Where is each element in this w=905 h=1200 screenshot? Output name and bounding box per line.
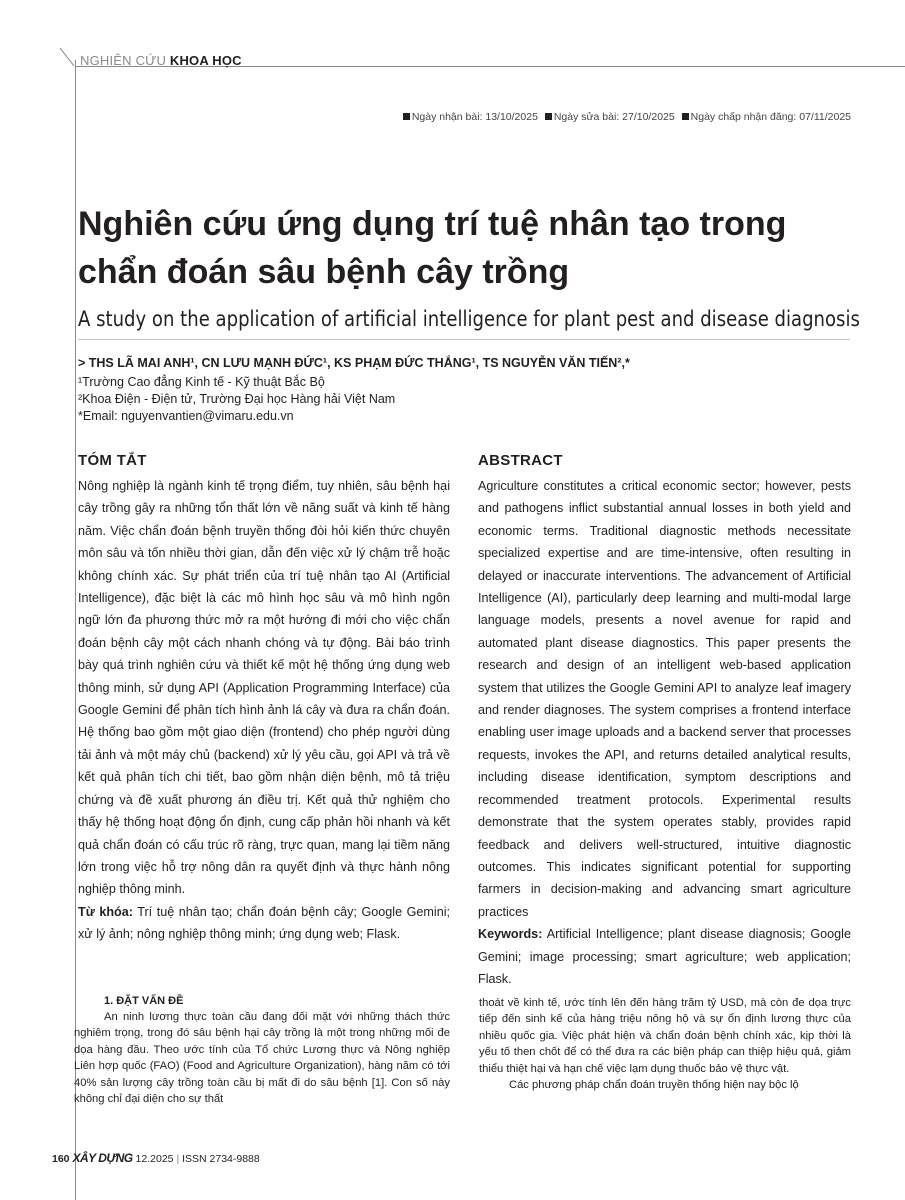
keywords-en-list: Artificial Intelligence; plant disease diagnosis; Google Gemini; image processing; smart agriculture; web application; Flask. [478, 927, 851, 986]
bullet-square-icon [682, 113, 689, 120]
abstract-en-heading: ABSTRACT [478, 452, 563, 469]
abstract-en-text: Agriculture constitutes a critical economic sector; however, pests and pathogens inflict substantial annual losses in both yield and economic terms. Traditional diagnostic methods necessitate specialized expertise and are time-intensive, often resulting in delayed or inaccurate interventions. The advancement of Artificial Intelligence (AI), particularly deep learning and multi-modal large language models, presents a novel avenue for rapid and automated plant disease diagnostics. This paper presents the research and design of an intelligent web-based application system that utilizes the Google Gemini API to analyze leaf imagery and render diagnoses. The system comprises a frontend interface enabling user image uploads and a backend server that processes requests, invokes the API, and returns detailed analytical results, including disease identification, symptom descriptions and recommended treatment protocols. Experimental results demonstrate that the system operates stably, provides rapid feedback and delivers well-structured, intuitive diagnostic outcomes. This indicates significant potential for supporting farmers in decision-making and advancing smart agriculture practices [478, 479, 851, 919]
keywords-vi-label: Từ khóa: [78, 904, 133, 919]
issue-date: 12.2025 [135, 1153, 174, 1165]
section-heading: 1. ĐẶT VẤN ĐỀ [104, 995, 184, 1007]
abstract-vi-heading: TÓM TẮT [78, 452, 147, 469]
body-column-right [479, 995, 851, 1093]
submission-dates [399, 111, 851, 123]
section-label-light: NGHIÊN CỨU [80, 53, 170, 68]
keywords-vi-list: Trí tuệ nhân tạo; chẩn đoán bệnh cây; Google Gemini; xử lý ảnh; nông nghiệp thông minh; ứng dụng web; Flask. [78, 904, 450, 942]
date-revised: Ngày sửa bài: 27/10/2025 [553, 111, 675, 123]
contact-email: *Email: nguyenvantien@vimaru.edu.vn [78, 409, 294, 423]
section-label [80, 53, 242, 68]
keywords-en-label: Keywords: [478, 927, 543, 942]
header-slash-mark [60, 48, 74, 74]
title-separator [78, 339, 850, 340]
title-line-2: chẩn đoán sâu bệnh cây trồng [78, 253, 570, 291]
section-label-bold: KHOA HỌC [169, 53, 242, 68]
bullet-square-icon [545, 113, 552, 120]
body-column-left [74, 995, 450, 1107]
journal-brand: XÂY DỰNG [72, 1151, 133, 1165]
body-paragraph: An ninh lương thực toàn cầu đang đối mặt với những thách thức nghiêm trọng, trong đó sâu bệnh hại cây trồng là một trong những mối đe dọa hàng đầu. Theo ước tính của Tổ chức Lương thực và Nông nghiệp Liên hợp quốc (FAO) (Food and Agriculture Organization), hàng năm có tới 40% sản lượng cây trồng toàn cầu bị mất đi do sâu bệnh [1]. Con số này không chỉ đại diện cho sự thất [74, 1011, 450, 1106]
keywords-vi [78, 901, 450, 946]
body-paragraph: thoát về kinh tế, ước tính lên đến hàng trăm tỷ USD, mà còn đe dọa trực tiếp đến sinh kế của hàng triệu nông hộ và sự ổn định lương thực của nhiều quốc gia. Việc phát hiện và chẩn đoán bệnh chính xác, kịp thời là yếu tố then chốt để có thể đưa ra các biện pháp can thiệp hiệu quả, giảm thiểu thiệt hại và hạn chế việc lạm dụng thuốc bảo vệ thực vật. [479, 997, 851, 1075]
abstract-vi-text: Nông nghiệp là ngành kinh tế trọng điểm, tuy nhiên, sâu bệnh hại cây trồng gây ra những tổn thất lớn về năng suất và kinh tế hàng năm. Việc chẩn đoán bệnh truyền thống đòi hỏi kiến thức chuyên môn sâu và tốn nhiều thời gian, dẫn đến việc xử lý chậm trễ hoặc không chính xác. Sự phát triển của trí tuệ nhân tạo AI (Artificial Intelligence), đặc biệt là các mô hình học sâu và mô hình ngôn ngữ lớn đa phương thức mở ra một hướng đi mới cho việc chẩn đoán bệnh cây một cách nhanh chóng và tự động. Bài báo trình bày quá trình nghiên cứu và thiết kế một hệ thống ứng dụng web thông minh, sử dụng API (Application Programming Interface) của Google Gemini để phân tích hình ảnh lá cây và đưa ra chẩn đoán. Hệ thống bao gồm một giao diện (frontend) cho phép người dùng tải ảnh và một máy chủ (backend) xử lý yêu cầu, gọi API và trả về kết quả phân tích chi tiết, bao gồm nhận diện bệnh, mô tả triệu chứng và đề xuất phương án điều trị. Kết quả thử nghiệm cho thấy hệ thống hoạt động ổn định, cung cấp phản hồi nhanh và kết quả chẩn đoán có cấu trúc rõ ràng, trực quan, mang lại tiềm năng lớn trong việc hỗ trợ nông dân ra quyết định và thực hành nông nghiệp thông minh. [78, 479, 450, 897]
issn: ISSN 2734-9888 [182, 1153, 260, 1165]
keywords-en [478, 923, 851, 990]
page-number: 160 [52, 1153, 70, 1165]
paper-title [78, 200, 838, 296]
date-received: Ngày nhận bài: 13/10/2025 [411, 111, 538, 123]
abstract-english [478, 452, 851, 990]
footer-separator: | [176, 1153, 180, 1165]
affiliation-1: ¹Trường Cao đẳng Kinh tế - Kỹ thuật Bắc Bộ [78, 375, 325, 389]
date-accepted: Ngày chấp nhận đăng: 07/11/2025 [690, 111, 851, 123]
page-footer [52, 1151, 260, 1165]
author-list: > THS LÃ MAI ANH¹, CN LƯU MẠNH ĐỨC¹, KS PHẠM ĐỨC THẮNG¹, TS NGUYỄN VĂN TIẾN²,* [78, 356, 630, 370]
bullet-square-icon [403, 113, 410, 120]
abstract-vietnamese [78, 452, 450, 946]
paper-subtitle: A study on the application of artificial intelligence for plant pest and disease diagnosis [78, 307, 860, 331]
title-line-1: Nghiên cứu ứng dụng trí tuệ nhân tạo trong [78, 205, 787, 243]
body-paragraph: Các phương pháp chẩn đoán truyền thống hiện nay bộc lộ [509, 1079, 799, 1092]
affiliation-2: ²Khoa Điện - Điện tử, Trường Đại học Hàng hải Việt Nam [78, 392, 396, 406]
